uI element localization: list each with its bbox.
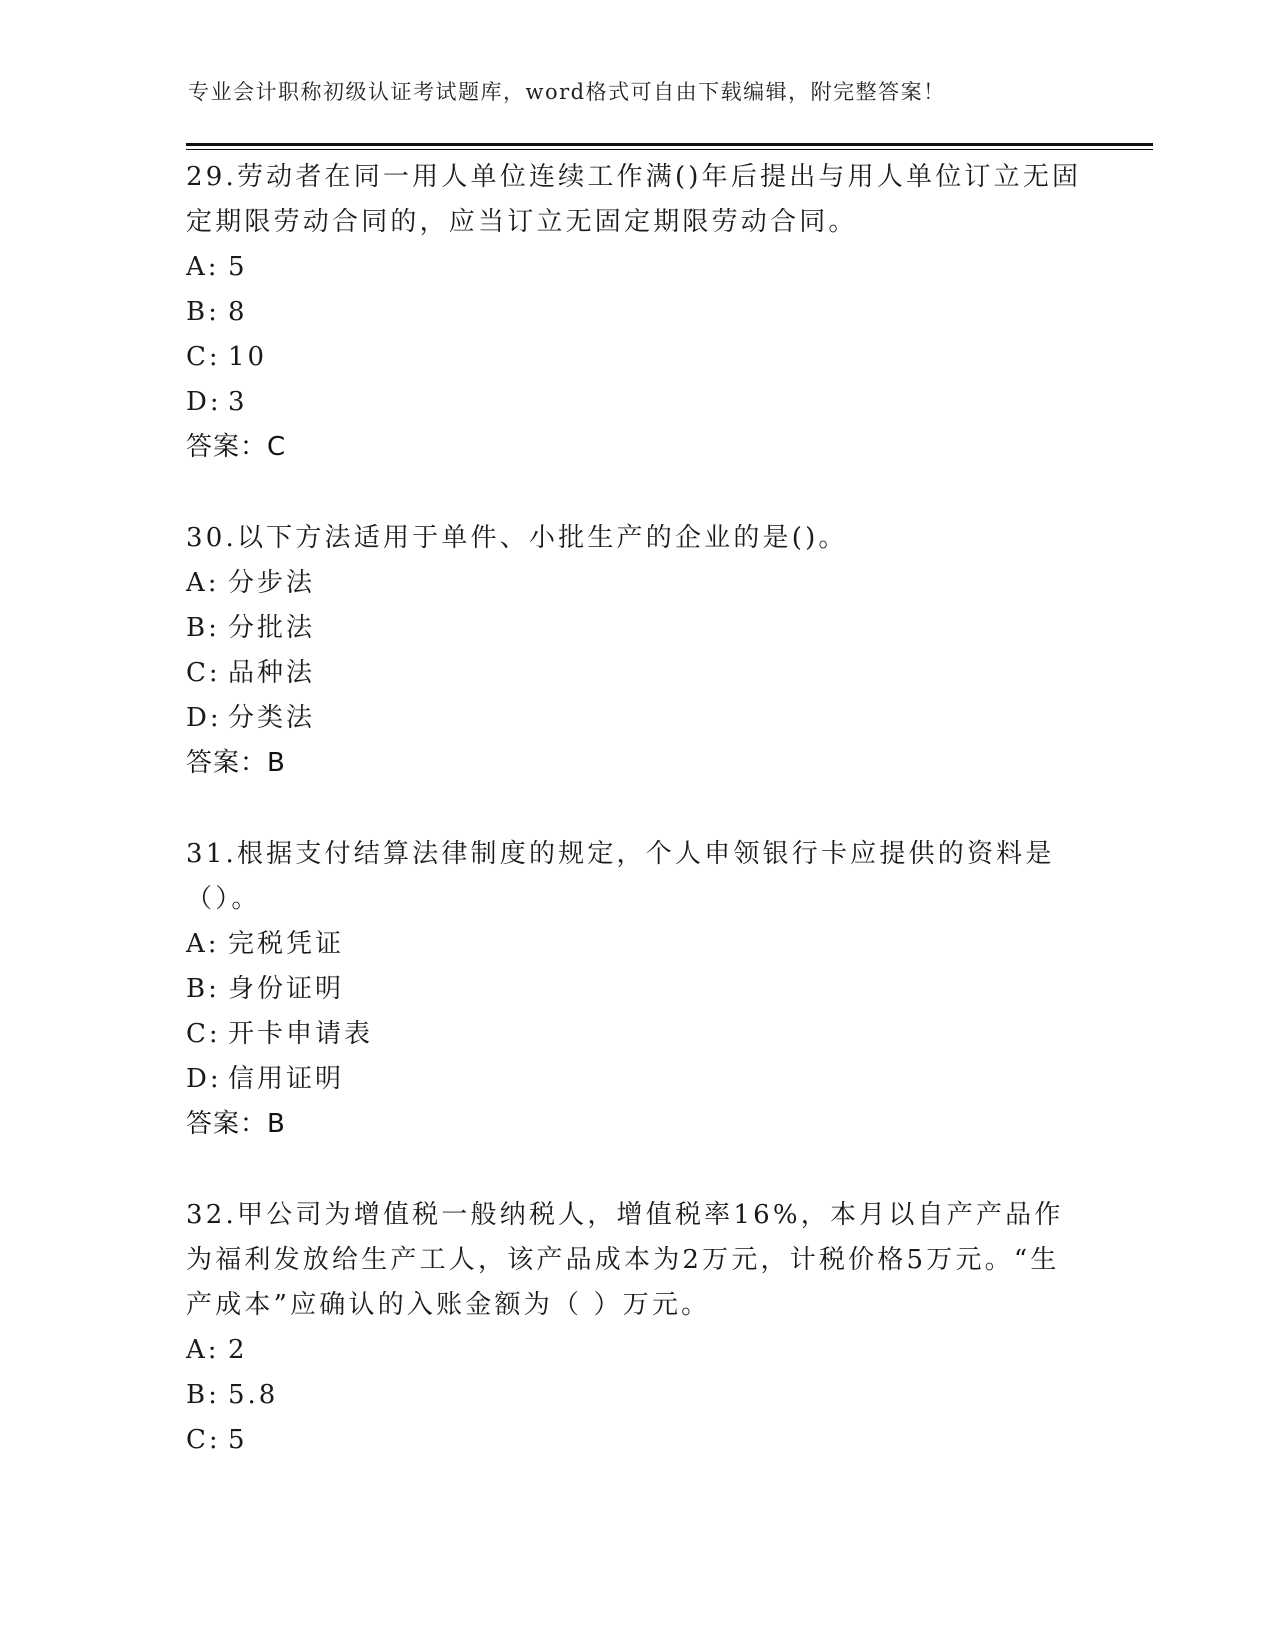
option-key: C: — [186, 342, 221, 372]
option-text: 开卡申请表 — [228, 1019, 374, 1049]
option-a — [186, 1328, 1086, 1373]
option-text: 2 — [228, 1335, 248, 1365]
option-key: B: — [186, 1380, 220, 1410]
question-list — [186, 155, 1086, 1509]
option-a — [186, 561, 1086, 606]
option-c — [186, 651, 1086, 696]
question-31 — [186, 832, 1086, 1147]
answer-line: 答案：C — [186, 432, 287, 462]
option-key: D: — [186, 387, 222, 417]
option-text: 8 — [228, 297, 248, 327]
question-32 — [186, 1193, 1086, 1463]
option-key: B: — [186, 974, 220, 1004]
option-text: 10 — [228, 342, 268, 372]
option-key: A: — [186, 568, 220, 598]
question-30 — [186, 516, 1086, 786]
option-a — [186, 245, 1086, 290]
option-key: B: — [186, 613, 220, 643]
option-text: 信用证明 — [228, 1064, 345, 1094]
option-b — [186, 1373, 1086, 1418]
option-d — [186, 1057, 1086, 1102]
option-c — [186, 335, 1086, 380]
option-text: 身份证明 — [228, 974, 345, 1004]
option-key: C: — [186, 658, 221, 688]
option-text: 品种法 — [228, 658, 316, 688]
option-text: 分步法 — [228, 568, 316, 598]
option-key: B: — [186, 297, 220, 327]
answer-line: 答案：B — [186, 748, 286, 778]
option-d — [186, 380, 1086, 425]
option-b — [186, 967, 1086, 1012]
option-text: 5.8 — [228, 1380, 279, 1410]
option-key: A: — [186, 1335, 220, 1365]
option-text: 完税凭证 — [228, 929, 345, 959]
option-b — [186, 606, 1086, 651]
question-stem: 29.劳动者在同一用人单位连续工作满()年后提出与用人单位订立无固定期限劳动合同的，应当订立无固定期限劳动合同。 — [186, 162, 1082, 237]
option-key: C: — [186, 1019, 221, 1049]
option-text: 5 — [228, 1425, 248, 1455]
question-stem: 32.甲公司为增值税一般纳税人，增值税率16%，本月以自产产品作为福利发放给生产工人，该产品成本为2万元，计税价格5万元。“生产成本”应确认的入账金额为（ ）万元。 — [186, 1200, 1064, 1320]
option-c — [186, 1012, 1086, 1057]
answer-line: 答案：B — [186, 1109, 286, 1139]
option-key: A: — [186, 929, 220, 959]
option-b — [186, 290, 1086, 335]
option-text: 5 — [228, 252, 248, 282]
option-text: 分类法 — [228, 703, 316, 733]
option-c — [186, 1418, 1086, 1463]
option-text: 分批法 — [228, 613, 316, 643]
question-29 — [186, 155, 1086, 470]
option-key: C: — [186, 1425, 221, 1455]
question-stem: 30.以下方法适用于单件、小批生产的企业的是()。 — [186, 523, 848, 553]
header-divider-thick — [186, 143, 1153, 146]
header-divider-thin — [186, 149, 1153, 150]
question-stem: 31.根据支付结算法律制度的规定，个人申领银行卡应提供的资料是（）。 — [186, 839, 1055, 914]
option-text: 3 — [228, 387, 248, 417]
option-key: D: — [186, 1064, 222, 1094]
page-header: 专业会计职称初级认证考试题库，word格式可自由下载编辑，附完整答案！ — [188, 80, 946, 104]
option-key: D: — [186, 703, 222, 733]
option-d — [186, 696, 1086, 741]
option-a — [186, 922, 1086, 967]
option-key: A: — [186, 252, 220, 282]
